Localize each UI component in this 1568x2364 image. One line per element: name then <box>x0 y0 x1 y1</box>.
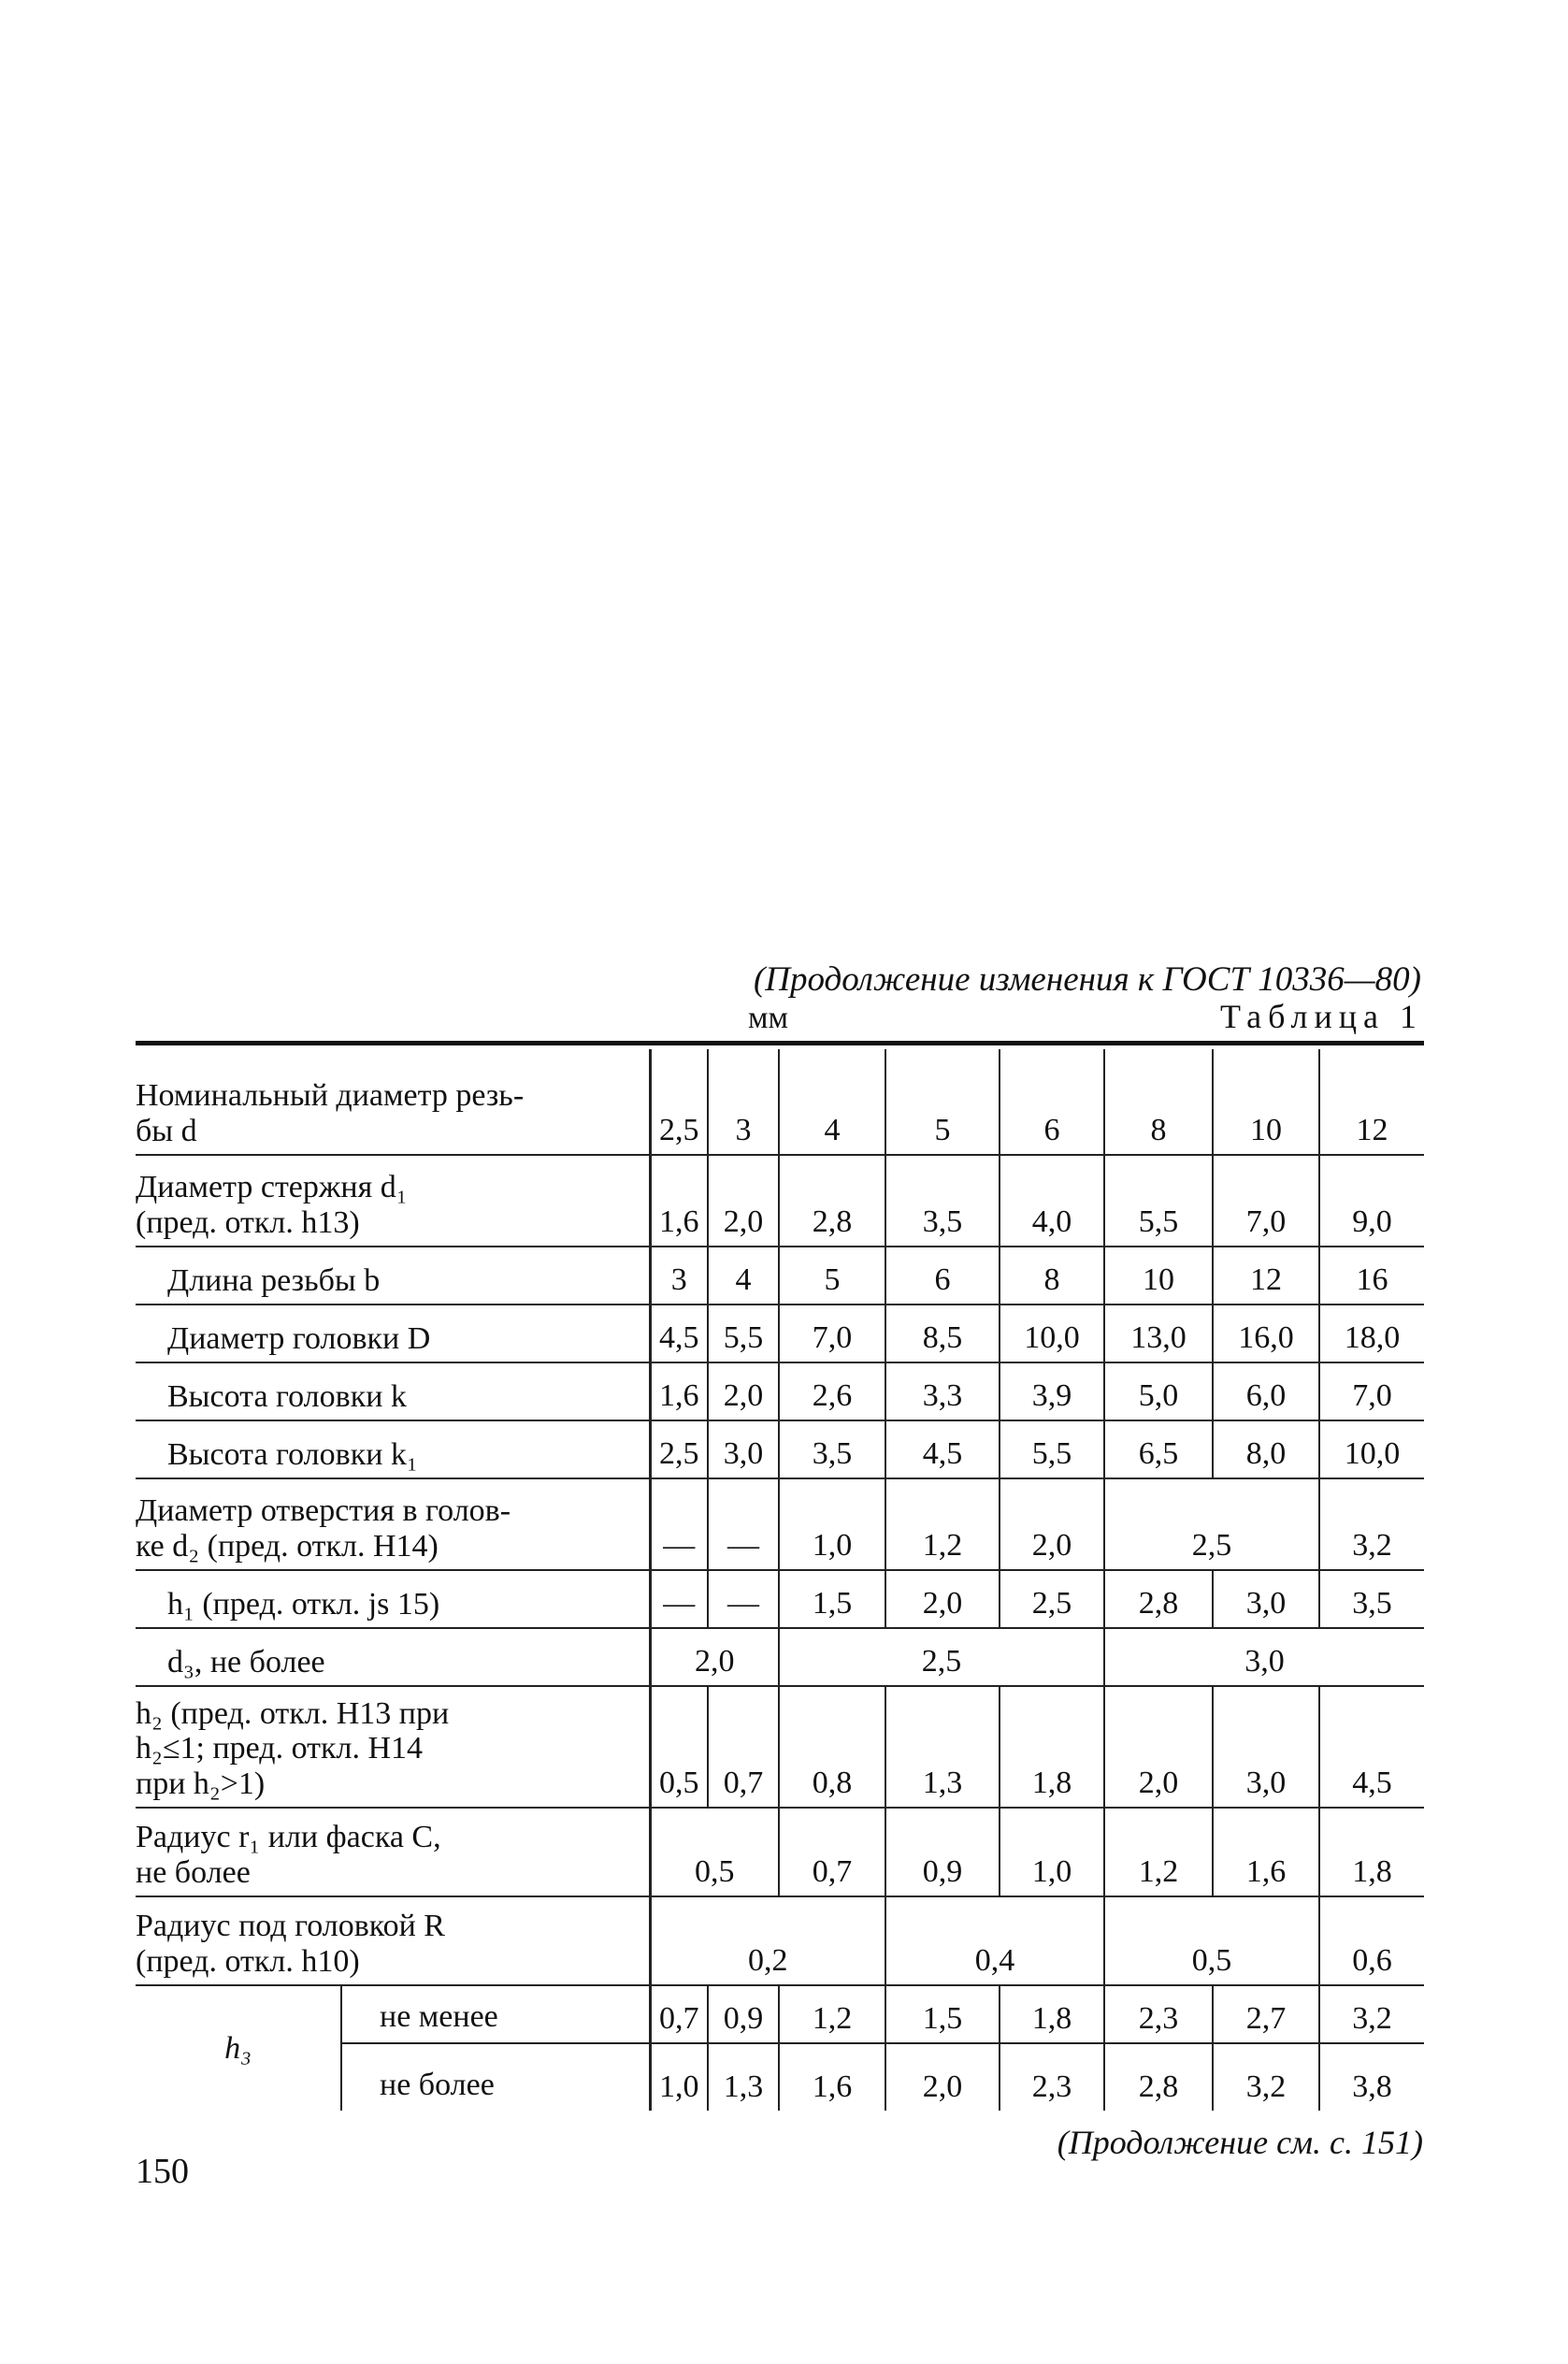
row-label-line: Высота головки k₁ <box>167 1436 418 1472</box>
table-cell: 3,2 <box>1213 2043 1319 2111</box>
table-row <box>136 1985 1424 2043</box>
table-cell: 0,7 <box>708 1686 779 1808</box>
table-cell: 2,0 <box>650 1628 779 1686</box>
row-label <box>136 1420 650 1478</box>
table-cell: 1,6 <box>650 1155 708 1247</box>
table-cell: 1,0 <box>1000 1808 1104 1896</box>
table-cell: 2,5 <box>1104 1478 1319 1570</box>
table-cell: 10,0 <box>1319 1420 1424 1478</box>
row-label-line: бы d <box>136 1113 197 1148</box>
table-cell: 2,5 <box>1000 1570 1104 1628</box>
table-cell: 7,0 <box>1213 1155 1319 1247</box>
table-row <box>136 1628 1424 1686</box>
table-cell: 6 <box>885 1247 1000 1305</box>
table-cell: 5 <box>885 1049 1000 1155</box>
row-label-line: h₂≤1; пред. откл. H14 <box>136 1731 424 1766</box>
table-row <box>136 1808 1424 1896</box>
row-label-line: h₂ (пред. откл. H13 при <box>136 1695 450 1731</box>
table-top-rule <box>136 1041 1424 1045</box>
table-row <box>136 1049 1424 1155</box>
row-label <box>136 1628 650 1686</box>
table-cell: 10,0 <box>1000 1305 1104 1362</box>
table-cell: 10 <box>1213 1049 1319 1155</box>
table-cell: 6,5 <box>1104 1420 1213 1478</box>
table-label: Таблица 1 <box>1220 998 1423 1035</box>
table-cell: 1,0 <box>779 1478 885 1570</box>
table-cell: 5 <box>779 1247 885 1305</box>
table-row <box>136 1155 1424 1247</box>
table-row <box>136 1478 1424 1570</box>
table-cell: 0,5 <box>650 1808 779 1896</box>
h3-sub-label: не более <box>341 2043 650 2111</box>
table-cell: 1,3 <box>885 1686 1000 1808</box>
table-cell: 3,5 <box>779 1420 885 1478</box>
table-row <box>136 1305 1424 1362</box>
table-cell: 6 <box>1000 1049 1104 1155</box>
table-cell: 3,5 <box>885 1155 1000 1247</box>
table-cell: 2,5 <box>650 1049 708 1155</box>
row-label-line: (пред. откл. h13) <box>136 1204 360 1240</box>
row-label-line: Диаметр отверстия в голов- <box>136 1493 511 1529</box>
table-cell: 12 <box>1319 1049 1424 1155</box>
table-cell: 4 <box>779 1049 885 1155</box>
table-cell: 0,4 <box>885 1896 1104 1985</box>
table-cell: 2,0 <box>885 1570 1000 1628</box>
row-label-line: Диаметр головки D <box>167 1320 431 1356</box>
row-label-line: Высота головки k <box>167 1378 407 1414</box>
table-cell: 9,0 <box>1319 1155 1424 1247</box>
page-number: 150 <box>136 2152 189 2191</box>
continuation-footer: (Продолжение см. с. 151) <box>1057 2124 1423 2161</box>
table-cell: 1,2 <box>1104 1808 1213 1896</box>
table-cell: 0,7 <box>779 1808 885 1896</box>
table-cell: 10 <box>1104 1247 1213 1305</box>
table-cell: 3 <box>650 1247 708 1305</box>
table-cell: 3,0 <box>1213 1686 1319 1808</box>
table-row <box>136 1362 1424 1420</box>
row-label-line: Радиус r₁ или фаска C, <box>136 1820 441 1855</box>
table-cell: 1,3 <box>708 2043 779 2111</box>
row-label <box>136 1305 650 1362</box>
row-label <box>136 1049 650 1155</box>
table-cell: 1,8 <box>1000 1985 1104 2043</box>
table-row <box>136 1686 1424 1808</box>
table-cell: 4,5 <box>650 1305 708 1362</box>
row-label-line: d₃, не более <box>167 1644 325 1679</box>
row-label <box>136 1808 650 1896</box>
table-cell: 2,7 <box>1213 1985 1319 2043</box>
table-cell: 8,5 <box>885 1305 1000 1362</box>
table-cell: 0,6 <box>1319 1896 1424 1985</box>
table-body <box>136 1049 1424 2111</box>
table-cell: 13,0 <box>1104 1305 1213 1362</box>
table-cell: 1,8 <box>1000 1686 1104 1808</box>
table-cell: 2,0 <box>708 1362 779 1420</box>
table-cell: 1,6 <box>1213 1808 1319 1896</box>
table-cell: 5,5 <box>1000 1420 1104 1478</box>
unit-label: мм <box>748 1001 789 1035</box>
table-cell: 16,0 <box>1213 1305 1319 1362</box>
h3-sub-label: не менее <box>341 1985 650 2043</box>
table-cell: 4,5 <box>885 1420 1000 1478</box>
table-cell: 3,9 <box>1000 1362 1104 1420</box>
table-row <box>136 1247 1424 1305</box>
row-label-line: не более <box>136 1854 251 1890</box>
table-cell: 2,3 <box>1104 1985 1213 2043</box>
table-cell: 2,0 <box>885 2043 1000 2111</box>
row-label <box>136 1570 650 1628</box>
row-label-line: h₁ (пред. откл. js 15) <box>167 1586 440 1622</box>
table-cell: 3,2 <box>1319 1985 1424 2043</box>
table-cell: 0,9 <box>708 1985 779 2043</box>
table-cell: 1,6 <box>650 1362 708 1420</box>
table-cell: 5,5 <box>708 1305 779 1362</box>
table-cell: 2,0 <box>708 1155 779 1247</box>
row-label-line: Радиус под головкой R <box>136 1909 445 1944</box>
row-label-line: при h₂>1) <box>136 1766 266 1801</box>
table-cell: 1,5 <box>779 1570 885 1628</box>
table-cell: 0,5 <box>1104 1896 1319 1985</box>
table-cell: 8,0 <box>1213 1420 1319 1478</box>
table-cell: 2,0 <box>1000 1478 1104 1570</box>
table-cell: 1,8 <box>1319 1808 1424 1896</box>
table-cell: 0,8 <box>779 1686 885 1808</box>
table-cell: 2,5 <box>779 1628 1104 1686</box>
table-cell: 0,7 <box>650 1985 708 2043</box>
table-cell: 1,0 <box>650 2043 708 2111</box>
dimensions-table <box>136 1049 1424 2111</box>
table-cell: 3,8 <box>1352 2069 1392 2104</box>
row-label-line: Диаметр стержня d₁ <box>136 1170 408 1205</box>
table-cell: 4 <box>708 1247 779 1305</box>
row-label-line: Длина резьбы b <box>167 1262 381 1298</box>
table-cell: 3 <box>708 1049 779 1155</box>
table-cell: 3,5 <box>1319 1570 1424 1628</box>
table-row <box>136 1570 1424 1628</box>
table-cell: 5,0 <box>1104 1362 1213 1420</box>
table-cell: 7,0 <box>1319 1362 1424 1420</box>
table-cell: 16 <box>1319 1247 1424 1305</box>
table-cell: 12 <box>1213 1247 1319 1305</box>
table-cell: 4,0 <box>1000 1155 1104 1247</box>
table-cell: 2,8 <box>1104 1570 1213 1628</box>
table-cell: 3,0 <box>1213 1570 1319 1628</box>
table-cell: — <box>708 1570 779 1628</box>
table-cell: 2,3 <box>1000 2043 1104 2111</box>
table-cell: 8 <box>1000 1247 1104 1305</box>
table-cell: 3,0 <box>708 1420 779 1478</box>
table-cell: 0,9 <box>885 1808 1000 1896</box>
table-cell: — <box>708 1478 779 1570</box>
table-cell: 8 <box>1104 1049 1213 1155</box>
table-cell: — <box>650 1478 708 1570</box>
table-cell: 2,5 <box>650 1420 708 1478</box>
table-cell: 3,3 <box>885 1362 1000 1420</box>
table-cell: 3,2 <box>1319 1478 1424 1570</box>
row-label <box>136 1362 650 1420</box>
table-cell: 0,2 <box>650 1896 885 1985</box>
table-row <box>136 1420 1424 1478</box>
table-cell: 4,5 <box>1319 1686 1424 1808</box>
table-cell: 7,0 <box>779 1305 885 1362</box>
table-cell: 2,8 <box>1104 2043 1213 2111</box>
table-row <box>136 1896 1424 1985</box>
table-cell: 2,6 <box>779 1362 885 1420</box>
table-cell: 2,0 <box>1104 1686 1213 1808</box>
table-cell: 1,5 <box>885 1985 1000 2043</box>
row-label-line: Номинальный диаметр резь- <box>136 1078 525 1114</box>
row-label-line: ке d₂ (пред. откл. H14) <box>136 1528 439 1564</box>
table-cell: 2,8 <box>779 1155 885 1247</box>
table-cell: 5,5 <box>1104 1155 1213 1247</box>
table-cell: 1,6 <box>779 2043 885 2111</box>
table-cell: 6,0 <box>1213 1362 1319 1420</box>
table-cell: 1,2 <box>885 1478 1000 1570</box>
table-cell: — <box>650 1570 708 1628</box>
row-label <box>136 1155 650 1247</box>
continuation-header: (Продолжение изменения к ГОСТ 10336—80) <box>753 960 1421 999</box>
table-cell: 0,5 <box>650 1686 708 1808</box>
h3-label: h₃ <box>136 1985 341 2111</box>
table-cell: 18,0 <box>1319 1305 1424 1362</box>
table-cell: 3,0 <box>1104 1628 1424 1686</box>
row-label <box>136 1247 650 1305</box>
row-label <box>136 1478 650 1570</box>
row-label <box>136 1896 650 1985</box>
row-label-line: (пред. откл. h10) <box>136 1943 360 1979</box>
row-label <box>136 1686 650 1808</box>
table-cell: 1,2 <box>779 1985 885 2043</box>
